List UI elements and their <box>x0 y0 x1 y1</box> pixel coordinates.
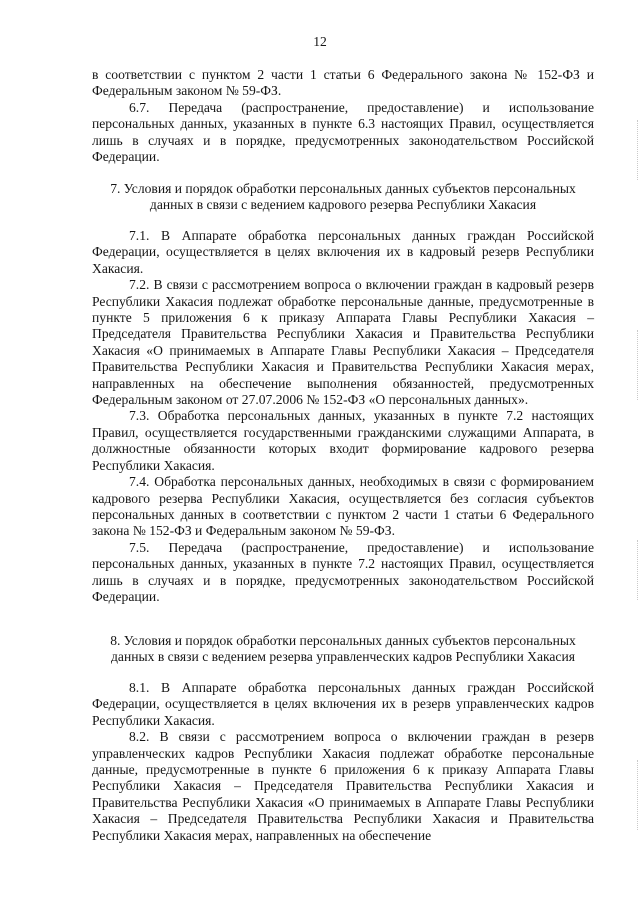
section-7-heading <box>92 181 594 214</box>
paragraph: 8.1. В Аппарате обработка персональных данных граждан Российской Федерации, осуществляется в целях включения их в резерв управленческих кадров Республики Хакасия. <box>92 680 594 728</box>
scan-edge-mark <box>634 330 638 400</box>
section-heading: 7. Условия и порядок обработки персональных данных субъектов персональных данных в связи с ведением кадрового резерва Республики Хакасия <box>110 181 576 213</box>
paragraph: 6.7. Передача (распространение, предоставление) и использование персональных данных, указанных в пункте 6.3 настоящих Правил, осуществляется лишь в случаях и в порядке, предусмотренных законодательством Российской Федерации. <box>92 99 594 165</box>
paragraph-continuation <box>92 67 594 165</box>
paragraph: 7.1. В Аппарате обработка персональных данных граждан Российской Федерации, осуществляется в целях включения их в кадровый резерв Республики Хакасия. <box>92 228 594 276</box>
page-number: 12 <box>313 34 327 49</box>
scan-edge-mark <box>634 120 638 180</box>
section-heading: 8. Условия и порядок обработки персональных данных субъектов персональных данных в связи с ведением резерва управленческих кадров Республики Хакасия <box>110 633 576 665</box>
scan-edge-mark <box>634 760 638 830</box>
section-8-heading <box>92 633 594 666</box>
paragraph: 7.4. Обработка персональных данных, необходимых в связи с формированием кадрового резерва Республики Хакасия, осуществляется без согласия субъектов персональных данных в соответствии с пунктом 2 части 1 статьи 6 Федерального закона № 152-ФЗ и Федеральным законом № 59-ФЗ. <box>92 474 594 539</box>
paragraph: 7.2. В связи с рассмотрением вопроса о включении граждан в кадровый резерв Республики Хакасия подлежат обработке персональные данные, предусмотренные в пункте 5 приложения 6 к приказу Аппарата Главы Республики Хакасия – Председателя Правительства Республики Хакасия и Правительства Республики Хакасия «О принимаемых в Аппарате Главы Республики Хакасия – Председателя Правительства Республики Хакасия и Правительства Республики Хакасия мерах, направленных на обеспечение выполнения обязанностей, предусмотренных Федеральным законом от 27.07.2006 № 152-ФЗ «О персональных данных». <box>92 277 594 408</box>
paragraph: 8.2. В связи с рассмотрением вопроса о включении граждан в резерв управленческих кадров Республики Хакасия подлежат обработке персональные данные, предусмотренные в пункте 6 приложения 6 к приказу Аппарата Главы Республики Хакасия – Председателя Правительства Республики Хакасия и Правительства Республики Хакасия «О принимаемых в Аппарате Главы Республики Хакасия – Председателя Правительства Республики Хакасия и Правительства Республики Хакасия мерах, направленных на обеспечение <box>92 729 594 843</box>
paragraph: в соответствии с пунктом 2 части 1 статьи 6 Федерального закона № 152-ФЗ и Федеральным законом № 59-ФЗ. <box>92 67 594 99</box>
paragraph: 7.5. Передача (распространение, предоставление) и использование персональных данных, указанных в пункте 7.2 настоящих Правил, осуществляется лишь в случаях и в порядке, предусмотренных законодательством Российской Федерации. <box>92 539 594 604</box>
paragraph: 7.3. Обработка персональных данных, указанных в пункте 7.2 настоящих Правил, осуществляется государственными гражданскими служащими Аппарата, в должностные обязанности которых входит формирование кадрового резерва Республики Хакасия. <box>92 408 594 473</box>
scan-edge-mark <box>634 540 638 600</box>
section-8-body <box>92 680 594 844</box>
section-7-body <box>92 228 594 605</box>
